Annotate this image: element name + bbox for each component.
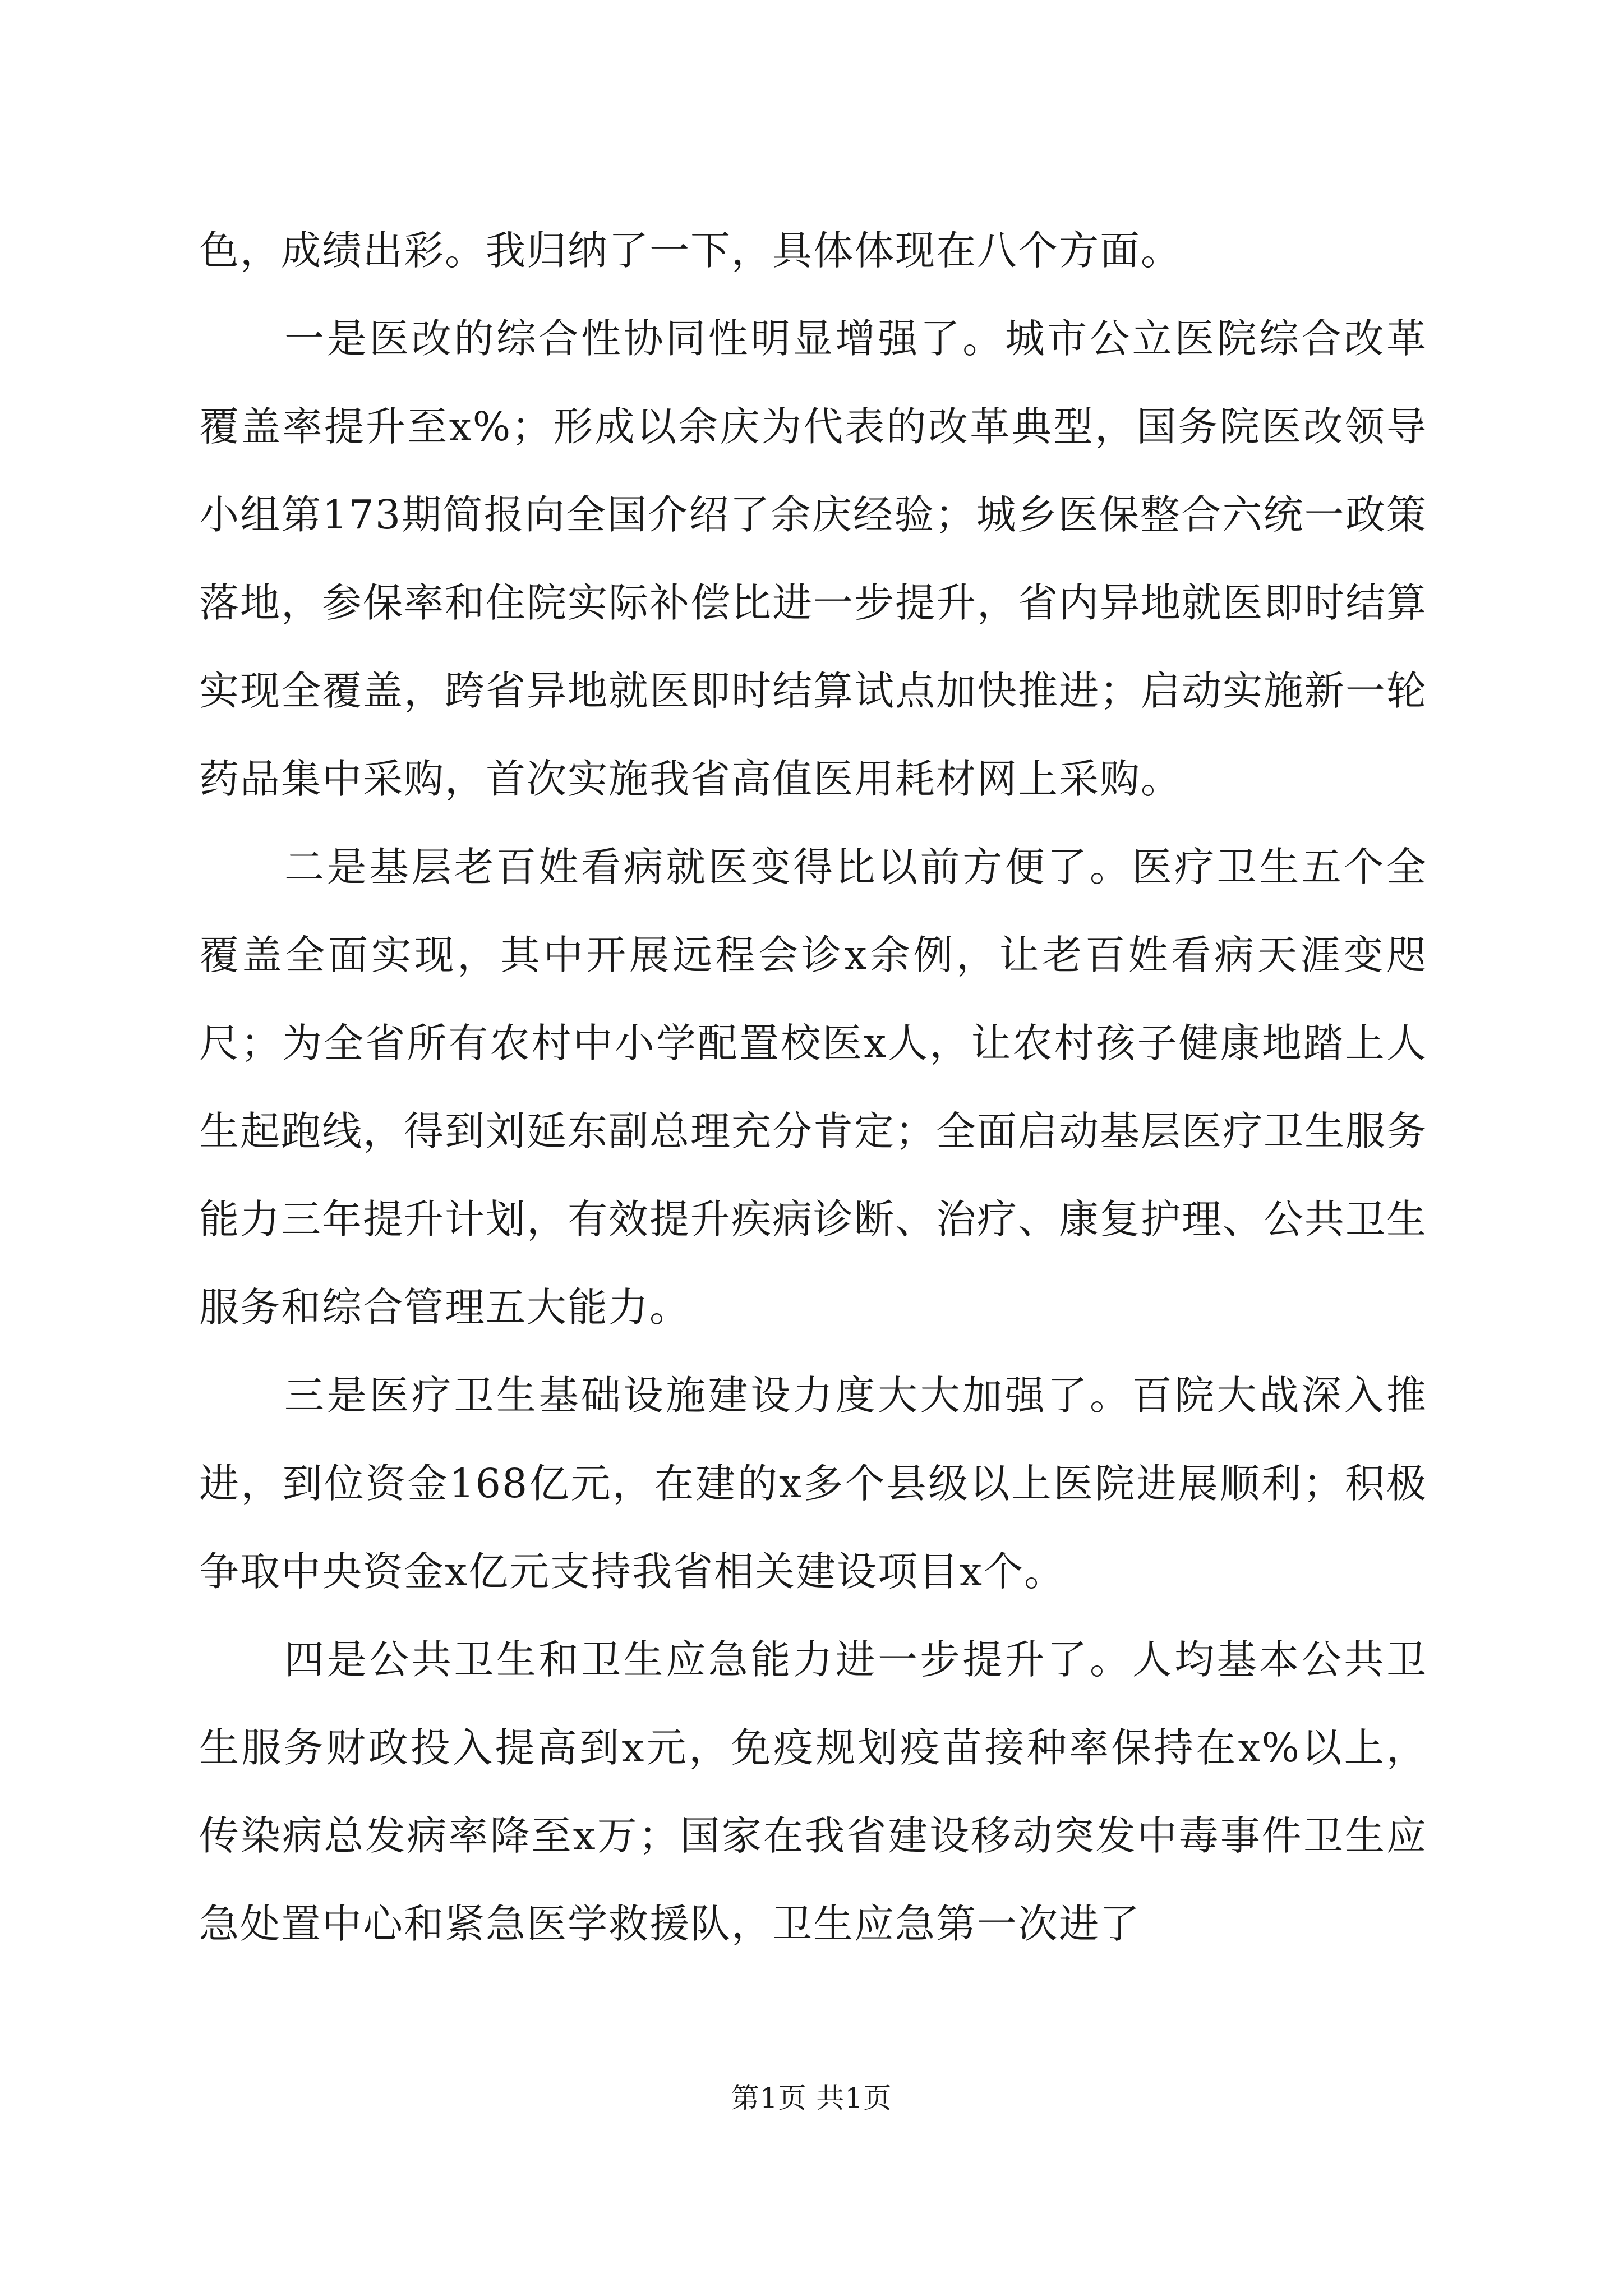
paragraph-continuation: 色，成绩出彩。我归纳了一下，具体体现在八个方面。 xyxy=(199,227,1182,274)
document-body xyxy=(199,206,1427,1968)
paragraph-point-4: 四是公共卫生和卫生应急能力进一步提升了。人均基本公共卫生服务财政投入提高到x元，免疫规划疫苗接种率保持在x%以上，传染病总发病率降至x万；国家在我省建设移动突发中毒事件卫生应急处置中心和紧急医学救援队，卫生应急第一次进了 xyxy=(199,1636,1427,1947)
page-footer: 第1页 共1页 xyxy=(731,2082,892,2114)
paragraph-point-2: 二是基层老百姓看病就医变得比以前方便了。医疗卫生五个全覆盖全面实现，其中开展远程会诊x余例，让老百姓看病天涯变咫尺；为全省所有农村中小学配置校医x人，让农村孩子健康地踏上人生起跑线，得到刘延东副总理充分肯定；全面启动基层医疗卫生服务能力三年提升计划，有效提升疾病诊断、治疗、康复护理、公共卫生服务和综合管理五大能力。 xyxy=(199,844,1428,1331)
paragraph-point-1: 一是医改的综合性协同性明显增强了。城市公立医院综合改革覆盖率提升至x%；形成以余庆为代表的改革典型，国务院医改领导小组第173期简报向全国介绍了余庆经验；城乡医保整合六统一政策落地，参保率和住院实际补偿比进一步提升，省内异地就医即时结算实现全覆盖，跨省异地就医即时结算试点加快推进；启动实施新一轮药品集中采购，首次实施我省高值医用耗材网上采购。 xyxy=(199,315,1428,802)
paragraph-point-3: 三是医疗卫生基础设施建设力度大大加强了。百院大战深入推进，到位资金168亿元，在建的x多个县级以上医院进展顺利；积极争取中央资金x亿元支持我省相关建设项目x个。 xyxy=(199,1372,1427,1595)
